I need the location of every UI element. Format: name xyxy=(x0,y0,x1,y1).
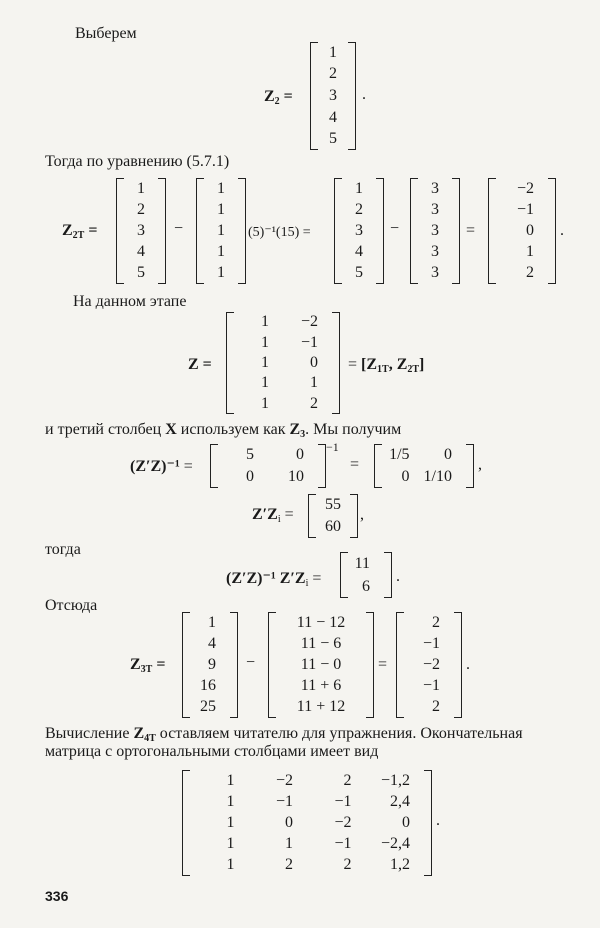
matrix-zz-inv xyxy=(374,444,474,488)
matrix-cell: 1 xyxy=(261,394,269,412)
matrix-cell: 3 xyxy=(329,86,337,104)
matrix-cell: 3 xyxy=(431,179,439,197)
matrix-cell: −2 xyxy=(422,655,440,673)
matrix-cell: 1 xyxy=(217,221,225,239)
matrix-zpzi xyxy=(308,494,358,538)
matrix-projection xyxy=(268,612,374,718)
matrix-cell: 6 xyxy=(362,577,370,595)
matrix-cell: 11 − 6 xyxy=(300,634,342,652)
matrix-cell: −2 xyxy=(516,179,534,197)
text-choose: Выберем xyxy=(75,25,137,42)
matrix-cell: 4 xyxy=(208,634,216,652)
matrix-cell: 5 xyxy=(329,130,337,148)
matrix-cell: 1 xyxy=(261,353,269,371)
matrix-cell: −1 xyxy=(334,792,352,810)
matrix-z3t xyxy=(396,612,462,718)
matrix-cell: 1 xyxy=(329,43,337,61)
inverse-factor: (5)⁻¹(15) = xyxy=(248,225,311,240)
matrix-cell: 11 + 12 xyxy=(296,698,346,716)
matrix-Z xyxy=(226,312,340,414)
matrix-cell: 4 xyxy=(355,243,363,261)
matrix-cell: 2 xyxy=(137,200,145,218)
matrix-cell: −1,2 xyxy=(380,771,410,789)
period: . xyxy=(362,86,366,103)
matrix-cell: 1 xyxy=(208,613,216,631)
matrix-cell: 4 xyxy=(137,243,145,261)
matrix-cell: 3 xyxy=(355,221,363,239)
matrix-cell: 2,4 xyxy=(390,792,410,810)
matrix-cell: 3 xyxy=(431,221,439,239)
matrix-cell: 2 xyxy=(310,394,318,412)
comma: , xyxy=(478,456,482,473)
matrix-cell: 2 xyxy=(432,698,440,716)
matrix-cell: 1 xyxy=(261,374,269,392)
z3t-label: $Z_{3T}$ = xyxy=(130,656,166,675)
matrix-cell: 0 xyxy=(310,353,318,371)
matrix-cell: 0 xyxy=(285,813,293,831)
matrix-cell: 2 xyxy=(343,771,352,789)
matrix-cell: 60 xyxy=(325,518,341,535)
matrix-cell: 5 xyxy=(137,264,145,282)
matrix-cell: 3 xyxy=(431,264,439,282)
matrix-cell: 0 xyxy=(402,813,410,831)
matrix-cell: 10 xyxy=(288,468,304,485)
matrix-cell: 1 xyxy=(226,835,235,853)
matrix-cell: 11 + 6 xyxy=(300,677,342,695)
matrix-cell: 2 xyxy=(432,613,440,631)
matrix-ones xyxy=(196,178,246,284)
matrix-cell: 3 xyxy=(431,243,439,261)
matrix-cell: 1 xyxy=(261,333,269,351)
matrix-cell: 16 xyxy=(200,677,216,695)
matrix-cell: 55 xyxy=(325,496,341,513)
matrix-cell: 0 xyxy=(246,468,254,485)
matrix-cell: 2 xyxy=(526,264,534,282)
matrix-cell: −2,4 xyxy=(380,835,410,853)
text-then: тогда xyxy=(45,541,81,558)
matrix-cell: 5 xyxy=(246,446,254,463)
coef-label: (Z′Z)⁻¹ $Z'Z_i$ = xyxy=(226,570,322,589)
z-decomposition: = [$Z_{1T}$, $Z_{2T}$] xyxy=(348,356,425,375)
matrix-cell: 1 xyxy=(217,179,225,197)
z2-label: $Z_2$ = xyxy=(264,88,293,107)
matrix-z2-repeat xyxy=(116,178,166,284)
minus-sign: − xyxy=(174,220,184,237)
matrix-cell: 0 xyxy=(526,221,534,239)
equals-sign: = xyxy=(350,456,360,473)
matrix-z2-again xyxy=(334,178,384,284)
matrix-cell: 3 xyxy=(431,200,439,218)
text-then-by-eq: Тогда по уравнению (5.7.1) xyxy=(45,153,230,170)
equals-sign: = xyxy=(378,656,388,673)
matrix-cell: 1 xyxy=(226,792,235,810)
inverse-exponent: −1 xyxy=(326,440,339,454)
page-number: 336 xyxy=(45,888,69,904)
period: . xyxy=(466,656,470,673)
matrix-cell: −1 xyxy=(516,200,534,218)
matrix-cell: 3 xyxy=(137,221,145,239)
comma: , xyxy=(360,506,364,523)
matrix-cell: 25 xyxy=(200,698,216,716)
matrix-cell: 9 xyxy=(208,655,216,673)
text-at-this-stage: На данном этапе xyxy=(73,293,187,310)
text-hence: Отсюда xyxy=(45,597,98,614)
matrix-cell: −1 xyxy=(275,792,293,810)
matrix-cell: −1 xyxy=(422,634,440,652)
matrix-cell: 5 xyxy=(355,264,363,282)
equals-sign: = xyxy=(466,222,476,239)
matrix-cell: −1 xyxy=(422,677,440,695)
matrix-threes xyxy=(410,178,460,284)
minus-sign: − xyxy=(246,654,256,671)
zz-inv-label: (Z′Z)⁻¹ = xyxy=(130,458,193,475)
matrix-cell: 1 xyxy=(355,179,363,197)
matrix-coef xyxy=(340,552,392,598)
matrix-cell: 1/5 xyxy=(389,446,410,463)
matrix-cell: 4 xyxy=(329,108,337,126)
matrix-cell: 11 − 0 xyxy=(300,655,342,673)
period: . xyxy=(436,812,440,829)
period: . xyxy=(396,568,400,585)
matrix-cell: −2 xyxy=(300,313,318,331)
matrix-cell: 1 xyxy=(137,179,145,197)
minus-sign: − xyxy=(390,220,400,237)
z2t-label: $Z_{2T}$ = xyxy=(62,222,98,241)
matrix-cell: 0 xyxy=(444,446,452,463)
matrix-cell: −2 xyxy=(275,771,293,789)
text-third-column: и третий столбец X используем как $Z_3$. Мы получим xyxy=(45,421,402,440)
matrix-cell: 1 xyxy=(226,856,235,874)
matrix-cell: 1 xyxy=(217,243,225,261)
matrix-cell: 2 xyxy=(355,200,363,218)
matrix-cell: 2 xyxy=(343,856,352,874)
text-final-matrix: матрица с ортогональными столбцами имеет вид xyxy=(45,743,379,760)
matrix-final xyxy=(182,770,432,876)
matrix-cell: 1,2 xyxy=(390,856,410,874)
period: . xyxy=(560,222,564,239)
text-calc: Вычисление $Z_{4T}$ оставляем читателю для упражнения. Окончательная xyxy=(45,725,523,744)
z-label: Z = xyxy=(188,356,212,373)
matrix-cell: 1 xyxy=(226,771,235,789)
matrix-cell: 1 xyxy=(285,835,293,853)
matrix-cell: 1 xyxy=(217,264,225,282)
matrix-z2t xyxy=(488,178,556,284)
matrix-cell: 11 − 12 xyxy=(296,613,346,631)
matrix-cell: 1 xyxy=(261,313,269,331)
matrix-cell: 1 xyxy=(526,243,534,261)
matrix-cell: 1/10 xyxy=(423,468,452,485)
matrix-cell: 2 xyxy=(329,65,337,83)
matrix-cell: 2 xyxy=(285,856,293,874)
matrix-z2 xyxy=(310,42,356,150)
matrix-cell: −1 xyxy=(300,333,318,351)
matrix-cell: −2 xyxy=(334,813,352,831)
matrix-cell: 1 xyxy=(226,813,235,831)
matrix-cell: 11 xyxy=(354,554,370,572)
zpzi-label: $Z'Z_i$ = xyxy=(252,506,294,525)
matrix-cell: 1 xyxy=(310,374,318,392)
matrix-cell: 0 xyxy=(401,468,410,485)
matrix-x3 xyxy=(182,612,238,718)
matrix-cell: 0 xyxy=(296,446,304,463)
matrix-cell: 1 xyxy=(217,200,225,218)
matrix-zz xyxy=(210,444,326,488)
matrix-cell: −1 xyxy=(334,835,352,853)
